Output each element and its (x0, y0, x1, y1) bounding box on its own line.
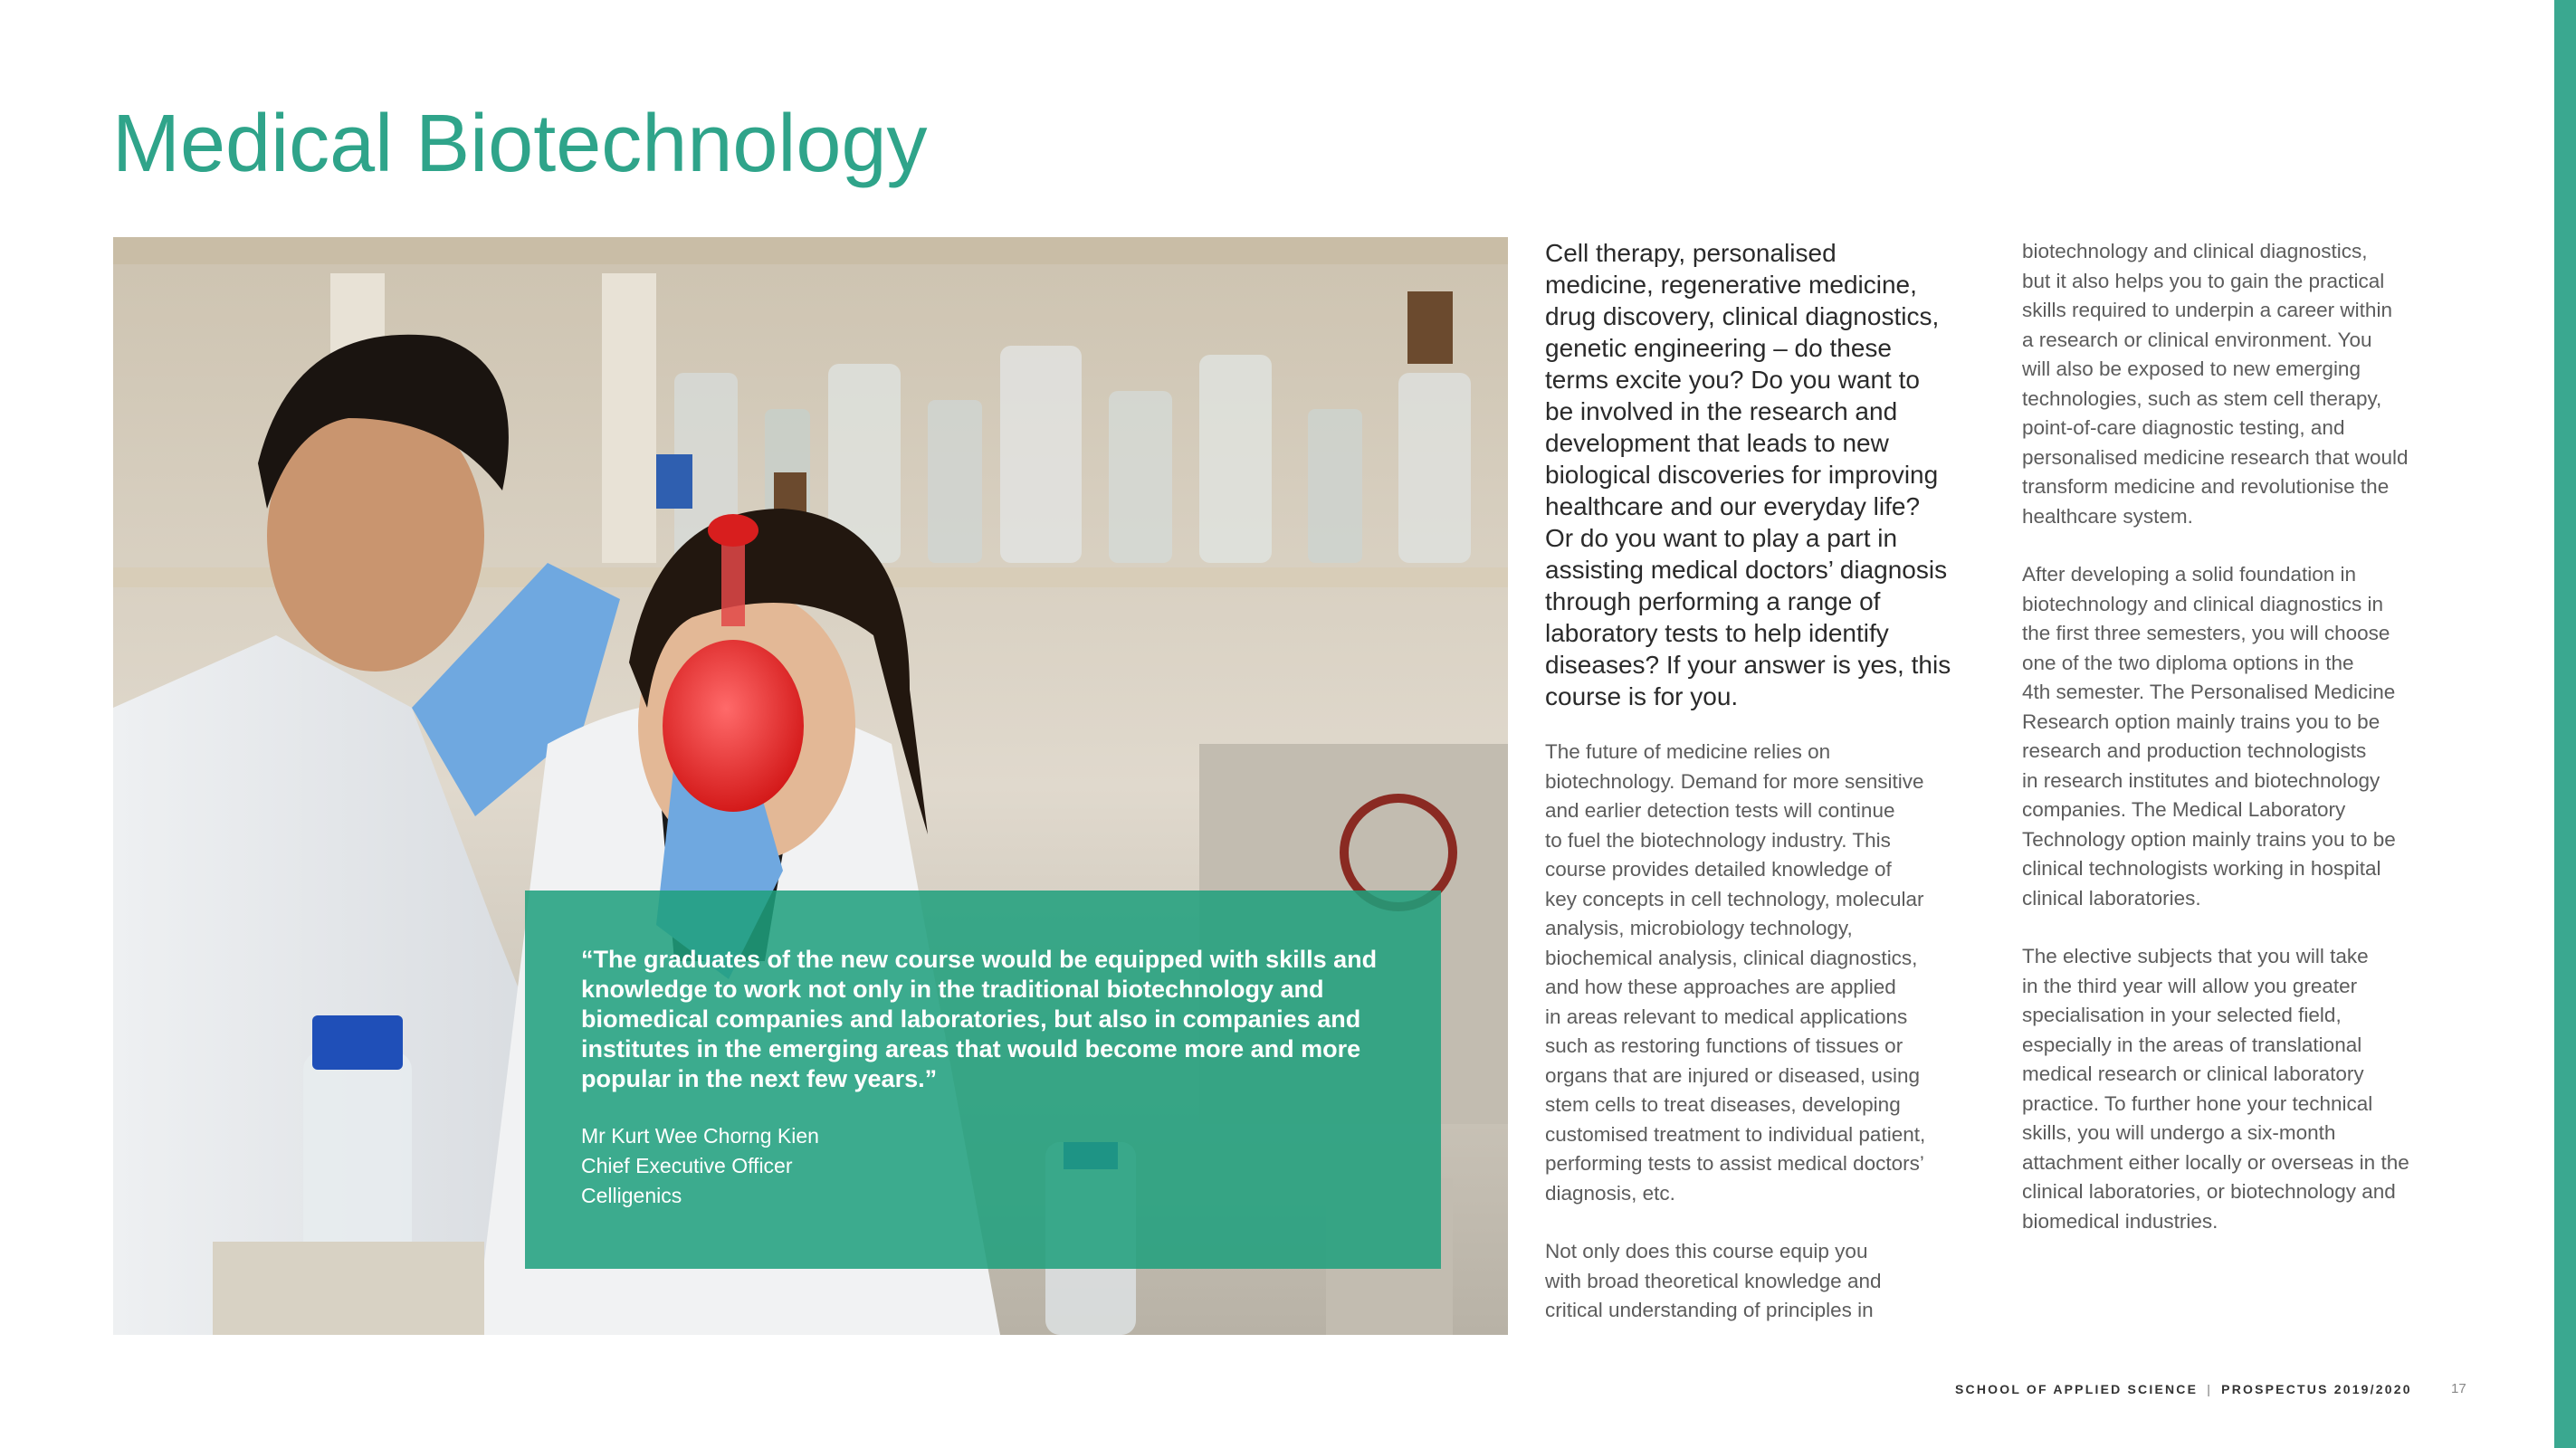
body-line: healthcare system. (2022, 504, 2193, 528)
body-line: personalised medicine research that would (2022, 445, 2409, 469)
lead-line: genetic engineering – do these (1545, 334, 1892, 362)
footer-running-title (1955, 1382, 2412, 1396)
body-line: to fuel the biotechnology industry. This (1545, 828, 1891, 852)
lead-line: be involved in the research and (1545, 397, 1898, 425)
quote-author-name: Mr Kurt Wee Chorng Kien (581, 1124, 819, 1148)
body-line: key concepts in cell technology, molecular (1545, 887, 1924, 910)
body-line: with broad theoretical knowledge and (1545, 1269, 1882, 1292)
body-line: companies. The Medical Laboratory (2022, 798, 2346, 821)
lead-line: through performing a range of (1545, 587, 1881, 615)
lead-line: assisting medical doctors’ diagnosis (1545, 556, 1948, 584)
text-column-1 (1545, 237, 1989, 1326)
body-line: The elective subjects that you will take (2022, 945, 2369, 967)
lead-line: development that leads to new (1545, 429, 1889, 457)
quote-author-role: Chief Executive Officer (581, 1154, 793, 1177)
footer-publication: PROSPECTUS 2019/2020 (2221, 1382, 2412, 1396)
body-paragraph (2022, 560, 2466, 913)
body-paragraph (2022, 942, 2466, 1236)
body-line: skills, you will undergo a six-month (2022, 1121, 2336, 1144)
body-line: one of the two diploma options in the (2022, 651, 2354, 674)
body-line: Research option mainly trains you to be (2022, 710, 2380, 733)
body-line: performing tests to assist medical doctors’ (1545, 1152, 1924, 1175)
body-line: technologies, such as stem cell therapy, (2022, 386, 2382, 410)
testimonial-quote-box (525, 891, 1441, 1269)
body-paragraph (2022, 237, 2466, 531)
body-line: organs that are injured or diseased, using (1545, 1063, 1921, 1087)
body-line: the first three semesters, you will choose (2022, 622, 2390, 644)
body-line: critical understanding of principles in (1545, 1299, 1874, 1321)
body-line: but it also helps you to gain the practical (2022, 269, 2385, 292)
body-line: practice. To further hone your technical (2022, 1091, 2373, 1115)
body-line: and how these approaches are applied (1545, 976, 1896, 998)
body-line: After developing a solid foundation in (2022, 563, 2357, 586)
lead-line: biological discoveries for improving (1545, 461, 1939, 489)
lead-paragraph (1545, 237, 1989, 712)
accent-bar (2554, 0, 2576, 1448)
body-line: Not only does this course equip you (1545, 1240, 1868, 1262)
body-line: research and production technologists (2022, 739, 2367, 762)
lead-line: terms excite you? Do you want to (1545, 366, 1920, 394)
body-line: Technology option mainly trains you to be (2022, 827, 2396, 851)
body-line: and earlier detection tests will continue (1545, 799, 1895, 822)
body-line: customised treatment to individual patient, (1545, 1122, 1926, 1146)
body-line: diagnosis, etc. (1545, 1181, 1675, 1205)
page-number: 17 (2451, 1381, 2466, 1396)
body-paragraph (1545, 1237, 1989, 1326)
body-line: 4th semester. The Personalised Medicine (2022, 681, 2396, 703)
body-line: specialisation in your selected field, (2022, 1004, 2342, 1026)
body-line: course provides detailed knowledge of (1545, 858, 1892, 881)
lead-line: drug discovery, clinical diagnostics, (1545, 302, 1940, 330)
body-line: especially in the areas of translational (2022, 1033, 2362, 1056)
body-line: biotechnology and clinical diagnostics in (2022, 592, 2384, 615)
lead-line: healthcare and our everyday life? (1545, 492, 1921, 520)
body-line: attachment either locally or overseas in the (2022, 1150, 2409, 1174)
body-line: biotechnology. Demand for more sensitive (1545, 769, 1924, 793)
lead-line: diseases? If your answer is yes, this (1545, 651, 1951, 679)
body-line: in areas relevant to medical applications (1545, 1005, 1908, 1028)
lead-line: course is for you. (1545, 682, 1739, 710)
body-line: in research institutes and biotechnology (2022, 768, 2380, 792)
body-line: transform medicine and revolutionise the (2022, 475, 2390, 498)
body-line: a research or clinical environment. You (2022, 328, 2372, 351)
lead-line: laboratory tests to help identify (1545, 619, 1889, 647)
body-line: clinical laboratories, or biotechnology and (2022, 1180, 2396, 1203)
body-line: such as restoring functions of tissues or (1545, 1034, 1903, 1057)
page-title: Medical Biotechnology (112, 99, 928, 189)
body-line: biomedical industries. (2022, 1209, 2218, 1233)
body-paragraph (1545, 738, 1989, 1208)
lead-line: medicine, regenerative medicine, (1545, 271, 1917, 299)
lead-line: Or do you want to play a part in (1545, 524, 1898, 552)
body-line: The future of medicine relies on (1545, 740, 1831, 763)
body-line: analysis, microbiology technology, (1545, 917, 1853, 939)
body-line: stem cells to treat diseases, developing (1545, 1093, 1901, 1116)
quote-author-company: Celligenics (581, 1184, 682, 1207)
body-line: skills required to underpin a career within (2022, 299, 2392, 321)
footer-separator: | (2207, 1382, 2213, 1396)
quote-attribution (581, 1121, 1387, 1211)
footer-school: SCHOOL OF APPLIED SCIENCE (1955, 1382, 2199, 1396)
body-line: in the third year will allow you greater (2022, 974, 2358, 997)
body-line: clinical technologists working in hospital (2022, 857, 2381, 880)
body-line: point-of-care diagnostic testing, and (2022, 416, 2345, 439)
body-line: clinical laboratories. (2022, 886, 2201, 910)
quote-text: “The graduates of the new course would be equipped with skills and knowledge to work not only in the traditional biotechnology and biomedical companies and laboratories, but also in companies and institutes in the emerging areas that would become more and more popular in the next few years.” (581, 946, 1378, 1092)
body-line: medical research or clinical laboratory (2022, 1062, 2364, 1085)
body-line: will also be exposed to new emerging (2022, 357, 2361, 380)
text-column-2 (2022, 237, 2466, 1236)
body-line: biochemical analysis, clinical diagnostics, (1545, 946, 1918, 969)
lead-line: Cell therapy, personalised (1545, 239, 1837, 267)
body-line: biotechnology and clinical diagnostics, (2022, 240, 2368, 262)
